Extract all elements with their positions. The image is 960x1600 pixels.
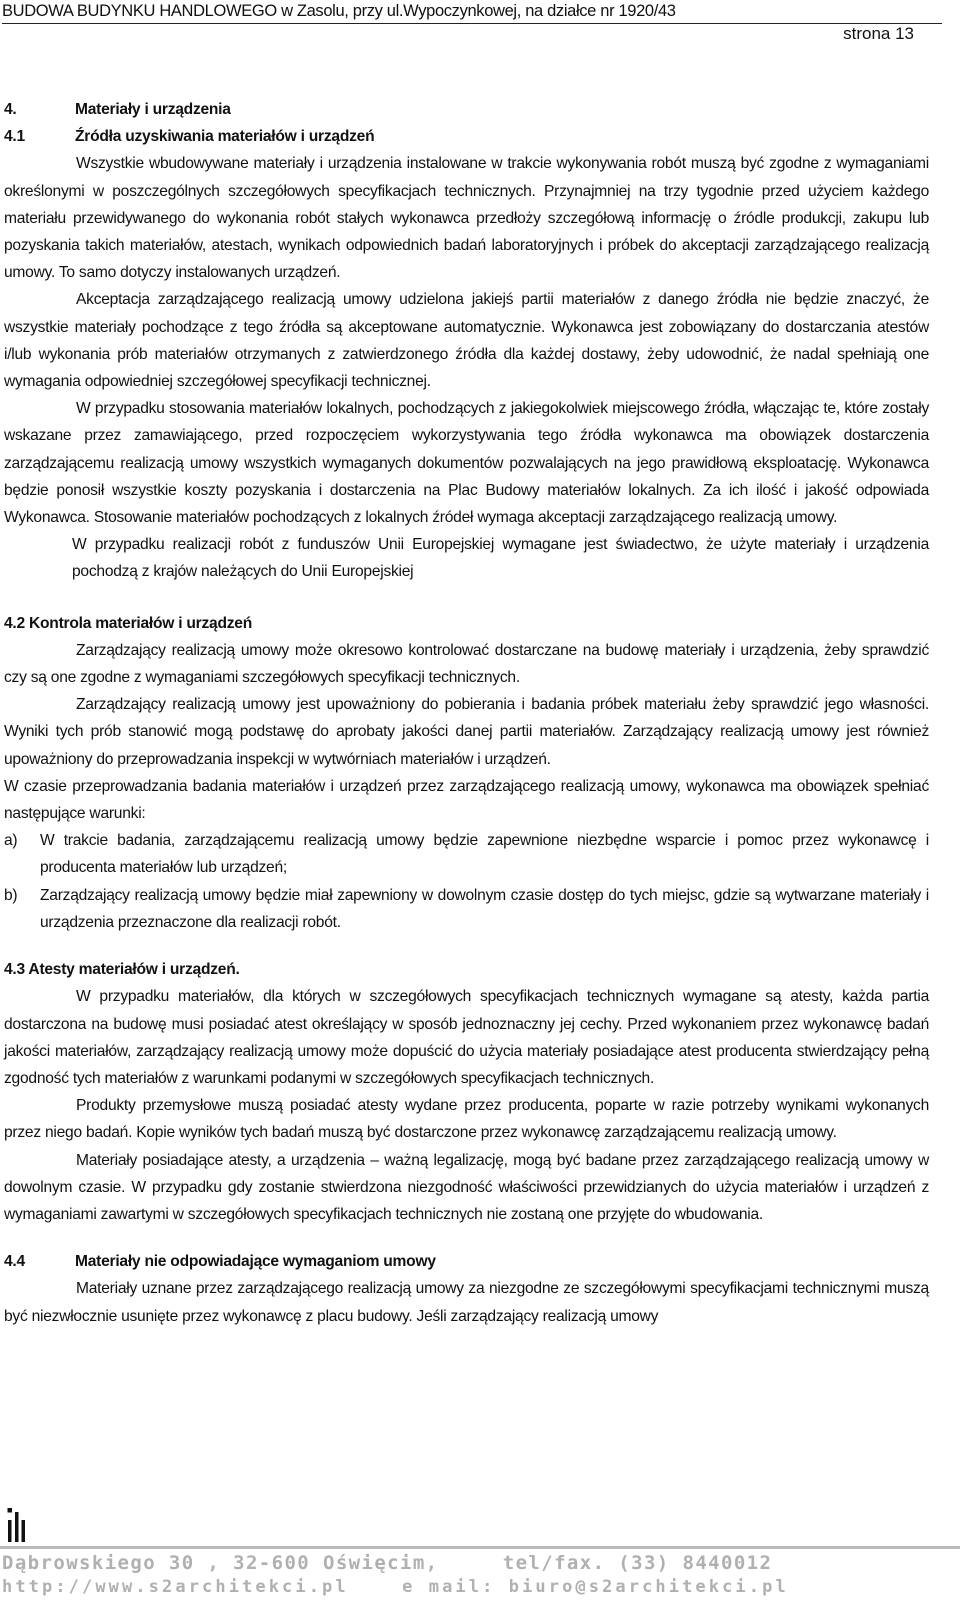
footer-address: Dąbrowskiego 30 , 32-600 Oświęcim, (2, 1552, 439, 1574)
section-heading-4 (4, 96, 929, 123)
paragraph: Akceptacja zarządzającego realizacją umowy udzielona jakiejś partii materiałów z danego źródła nie będzie znaczyć, że wszystkie materiały pochodzące z tego źródła są akceptowane automatycznie. Wykonawca jest zobowiązany do dostarczania atestów i/lub wykonania prób materiałów otrzymanych z zatwierdzonego źródła dla każdej dostawy, żeby udowodnić, że nadal spełniają one wymagania odpowiedniej szczegółowej specyfikacji technicznej. (4, 291, 929, 391)
footer-contact-line (2, 1552, 772, 1574)
list-item-text: W trakcie badania, zarządzającemu realizacją umowy będzie zapewnione niezbędne wsparcie i pomoc przez wykonawcę i producenta materiałów lub urządzeń; (40, 832, 929, 877)
section-heading-4-4 (4, 1248, 929, 1275)
footer-web-line (2, 1577, 789, 1597)
page-number: strona 13 (843, 24, 914, 43)
paragraph: Materiały posiadające atesty, a urządzenia – ważną legalizację, mogą być badane przez zarządzającego realizacją umowy w dowolnym czasie. W przypadku gdy zostanie stwierdzona niezgodność właściwości przewidzianych do użycia materiałów i urządzeń z wymaganiami zawartymi w szczegółowych specyfikacjach technicznych nie zostaną one przyjęte do wbudowania. (4, 1151, 929, 1223)
footer-website-link[interactable]: http://www.s2architekci.pl (2, 1577, 349, 1597)
section-number: 4.1 (4, 128, 25, 146)
footer-phone: tel/fax. (33) 8440012 (502, 1552, 773, 1574)
paragraph: W przypadku stosowania materiałów lokalnych, pochodzących z jakiegokolwiek miejscowego źródła, włączając te, które zostały wskazane przez zamawiającego, przed rozpoczęciem wykorzystywania tego źródła wykonawca ma obowiązek dostarczenia zarządzającemu realizacją umowy wszystkich wymaganych dokumentów pozwalających na jego prawidłową eksploatację. Wykonawca będzie ponosił wszystkie koszty pozyskania i dostarczenia na Plac Budowy materiałów lokalnych. Za ich ilość i jakość odpowiada Wykonawca. Stosowanie materiałów pochodzących z lokalnych źródeł wymaga akceptacji zarządzającego realizacją umowy. (4, 400, 929, 527)
paragraph: Zarządzający realizacją umowy jest upoważniony do pobierania i badania próbek materiału żeby sprawdzić jego własności. Wyniki tych prób stanowić mogą podstawę do aprobaty jakości danej partii materiałów. Zarządzający realizacją umowy jest również upoważniony do przeprowadzania inspekcji w wytwórniach materiałów i urządzeń. (4, 696, 929, 768)
paragraph: Wszystkie wbudowywane materiały i urządzenia instalowane w trakcie wykonywania robót muszą być zgodne z wymaganiami określonymi w poszczególnych szczegółowych specyfikacjach technicznych. Przynajmniej na trzy tygodnie przed użyciem każdego materiału przewidywanego do wykonania robót stałych wykonawca przedłoży szczegółową informację o źródle produkcji, zakupu lub pozyskania takich materiałów, atestach, wynikach odpowiednich badań laboratoryjnych i próbek do akceptacji zarządzającego realizacją umowy. To samo dotyczy instalowanych urządzeń. (4, 155, 929, 282)
footer-divider (0, 1546, 960, 1549)
spacer (4, 936, 929, 956)
document-body (4, 96, 929, 1330)
spacer (4, 586, 929, 610)
list-marker: a) (4, 832, 18, 850)
paragraph: Materiały uznane przez zarządzającego realizacją umowy za niezgodne ze szczegółowymi specyfikacjami technicznymi muszą być niezwłocznie usunięte przez wykonawcę z placu budowy. Jeśli zarządzający realizacją umowy (4, 1280, 929, 1325)
paragraph: W przypadku materiałów, dla których w szczegółowych specyfikacjach technicznych wymagane są atesty, każda partia dostarczona na budowę musi posiadać atest określający w sposób jednoznaczny jej cechy. Przed wykonaniem przez wykonawcę badań jakości materiałów, zarządzający realizacją umowy może dopuścić do użycia materiały posiadające atest producenta stwierdzający pełną zgodność tych materiałów z warunkami podanymi w szczegółowych specyfikacjach technicznych. (4, 988, 929, 1087)
spacer (4, 1228, 929, 1248)
section-number: 4. (4, 101, 17, 118)
section-heading-4-1 (4, 123, 929, 150)
paragraph: W czasie przeprowadzania badania materiałów i urządzeń przez zarządzającego realizacją umowy, wykonawca ma obowiązek spełniać następujące warunki: (4, 777, 929, 823)
list-item-text: Zarządzający realizacją umowy będzie miał zapewniony w dowolnym czasie dostęp do tych miejsc, gdzie są wytwarzane materiały i urządzenia przeznaczone dla realizacji robót. (40, 886, 929, 931)
company-logo-icon (6, 1504, 28, 1544)
section-title: Materiały nie odpowiadające wymaganiom umowy (75, 1253, 436, 1271)
list-item (4, 882, 929, 936)
list-marker: b) (4, 886, 18, 904)
footer-email-link[interactable]: e mail: biuro@s2architekci.pl (402, 1577, 789, 1597)
section-heading-4-3: 4.3 Atesty materiałów i urządzeń. (4, 961, 240, 979)
section-title: Materiały i urządzenia (75, 101, 231, 118)
paragraph: Zarządzający realizacją umowy może okresowo kontrolować dostarczane na budowę materiały i urządzenia, żeby sprawdzić czy są one zgodne z wymaganiami szczegółowych specyfikacji technicznych. (4, 641, 929, 687)
list-item (4, 827, 929, 881)
document-header-title: BUDOWA BUDYNKU HANDLOWEGO w Zasolu, przy ul.Wypoczynkowej, na działce nr 1920/43 (2, 2, 942, 24)
section-number: 4.4 (4, 1253, 25, 1271)
paragraph: Produkty przemysłowe muszą posiadać atesty wydane przez producenta, poparte w razie potrzeby wynikami wykonanych przez niego badań. Kopie wyników tych badań muszą być dostarczone przez wykonawcę zarządzającemu realizacją umowy. (4, 1097, 929, 1142)
paragraph: W przypadku realizacji robót z funduszów Unii Europejskiej wymagane jest świadectwo, że użyte materiały i urządzenia pochodzą z krajów należących do Unii Europejskiej (72, 536, 929, 581)
section-title: Źródła uzyskiwania materiałów i urządzeń (75, 128, 375, 146)
section-heading-4-2: 4.2 Kontrola materiałów i urządzeń (4, 614, 252, 632)
